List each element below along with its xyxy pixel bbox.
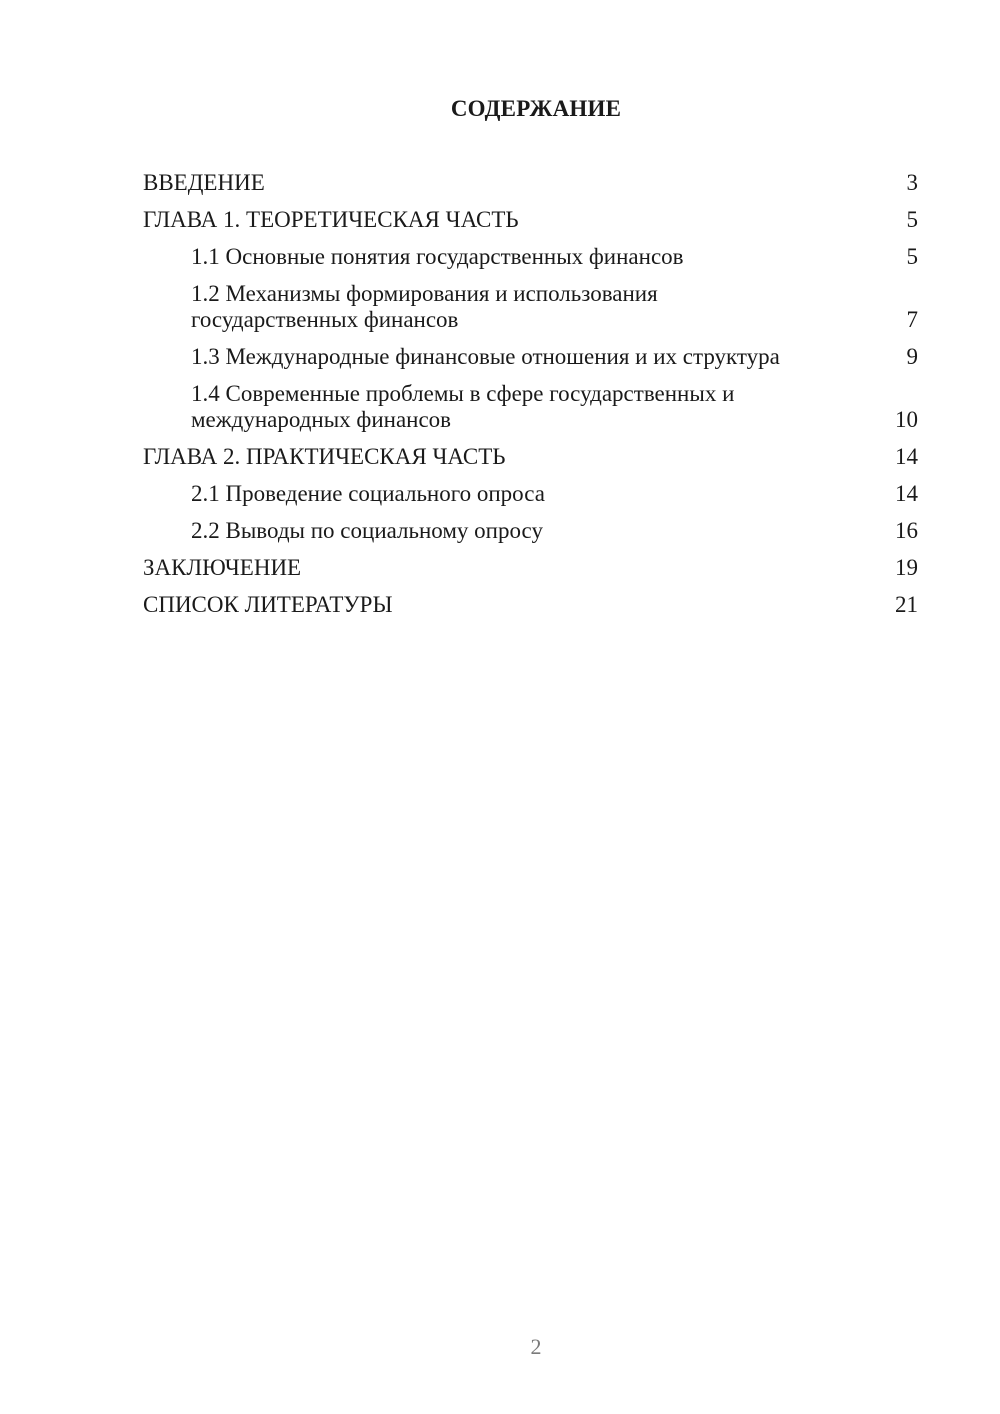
toc-entry-section-2-2[interactable] [143,518,918,544]
toc-entry-section-1-4[interactable] [143,381,918,433]
toc-entry-page: 21 [895,592,918,617]
toc-entry-page: 9 [906,344,918,369]
toc-entry-label: 1.3 Международные финансовые отношения и их структура [191,344,780,369]
toc-entry-page: 7 [906,307,918,332]
toc-entry-label: ЗАКЛЮЧЕНИЕ [143,555,302,580]
toc-entry-bibliography[interactable] [143,592,918,618]
toc-entry-conclusion[interactable] [143,555,918,581]
toc-entry-introduction[interactable] [143,170,918,196]
toc-entry-section-1-2[interactable] [143,281,918,333]
table-of-contents [143,170,918,629]
toc-entry-label: 2.2 Выводы по социальному опросу [191,518,543,543]
toc-entry-label: ГЛАВА 1. ТЕОРЕТИЧЕСКАЯ ЧАСТЬ [143,207,519,232]
page-number: 2 [530,1334,542,1359]
toc-entry-page: 19 [895,555,918,580]
toc-entry-label: 1.2 Механизмы формирования и использования государственных финансов [191,281,658,332]
toc-entry-chapter-2[interactable] [143,444,918,470]
toc-entry-page: 14 [895,481,918,506]
toc-entry-section-1-1[interactable] [143,244,918,270]
toc-entry-page: 10 [895,407,918,432]
toc-entry-section-1-3[interactable] [143,344,918,370]
toc-entry-label: 2.1 Проведение социального опроса [191,481,545,506]
toc-entry-label: 1.1 Основные понятия государственных финансов [191,244,684,269]
toc-entry-label: ГЛАВА 2. ПРАКТИЧЕСКАЯ ЧАСТЬ [143,444,506,469]
toc-entry-page: 14 [895,444,918,469]
toc-entry-label: СПИСОК ЛИТЕРАТУРЫ [143,592,393,617]
toc-entry-page: 3 [906,170,918,195]
toc-heading: СОДЕРЖАНИЕ [450,96,622,121]
toc-entry-page: 5 [906,244,918,269]
toc-entry-chapter-1[interactable] [143,207,918,233]
toc-entry-page: 16 [895,518,918,543]
toc-entry-label: 1.4 Современные проблемы в сфере государственных и международных финансов [191,381,735,432]
toc-entry-section-2-1[interactable] [143,481,918,507]
toc-entry-page: 5 [906,207,918,232]
toc-entry-label: ВВЕДЕНИЕ [143,170,265,195]
